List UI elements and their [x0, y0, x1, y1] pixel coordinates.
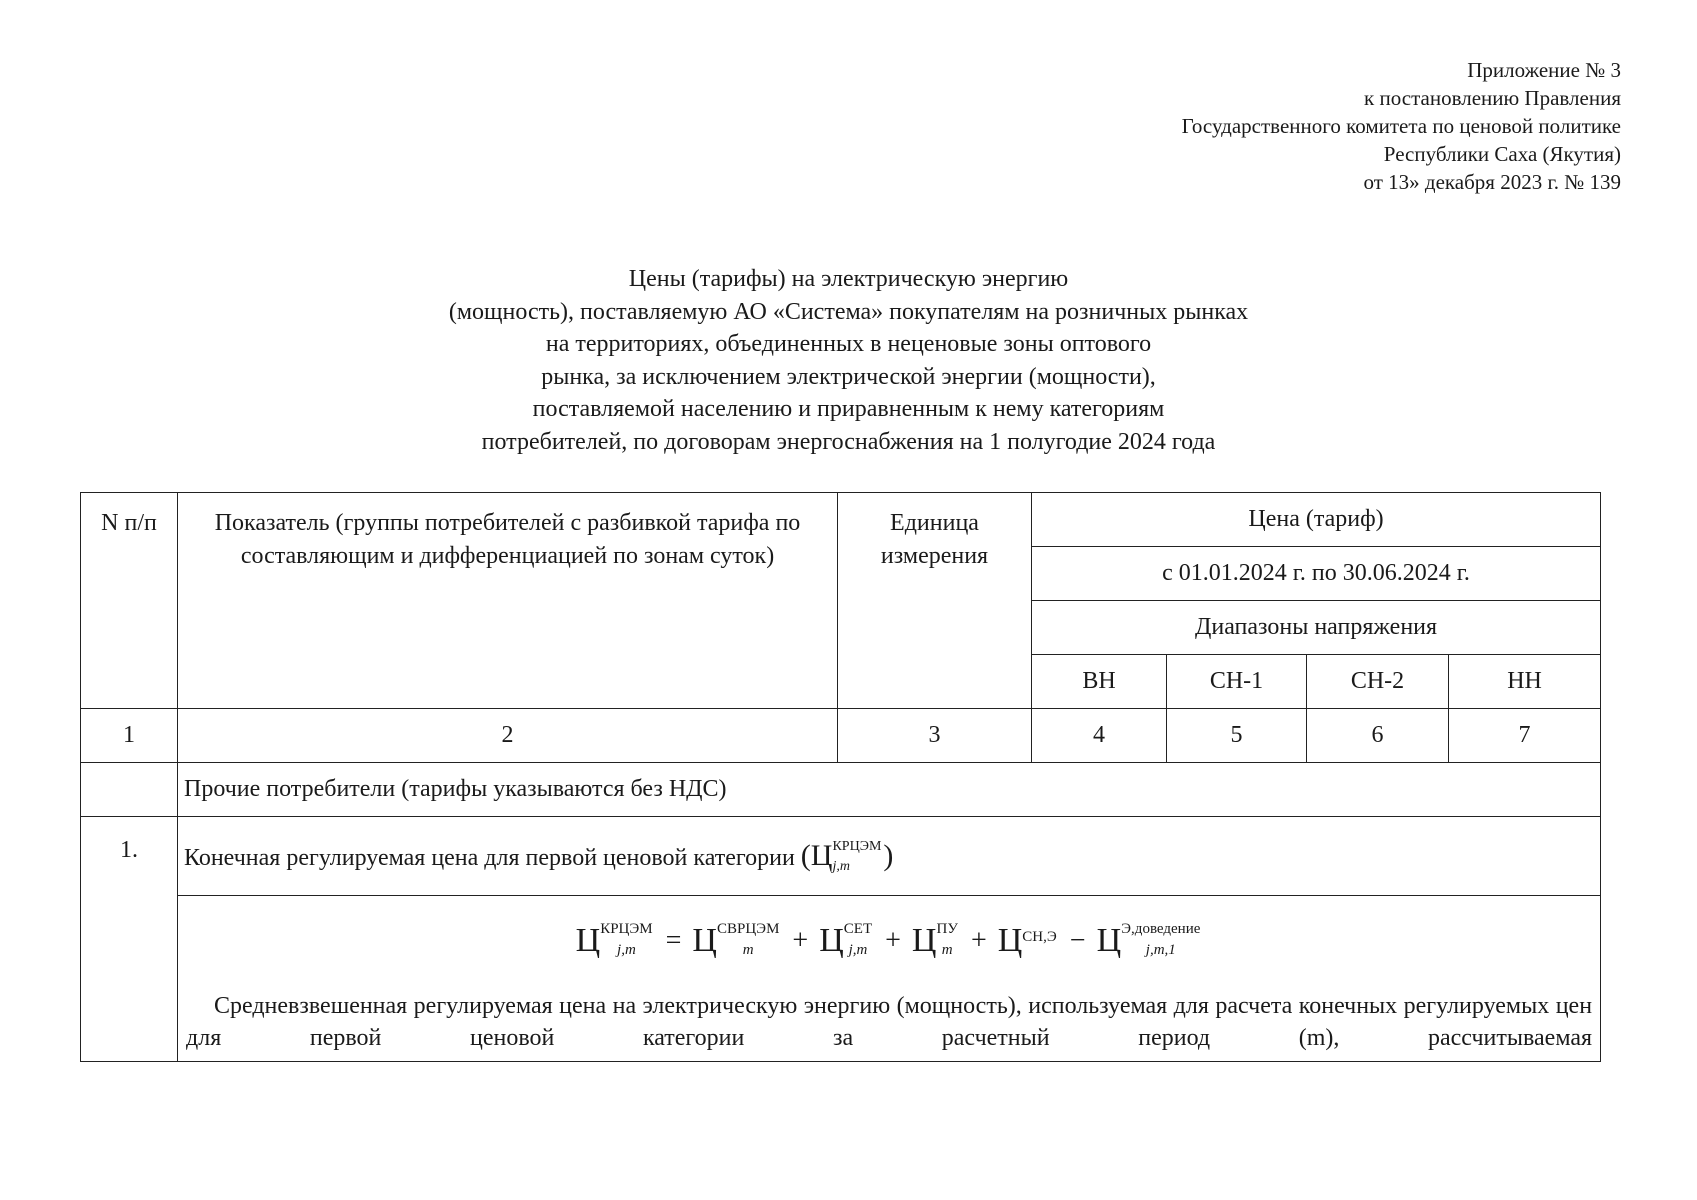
header-voltage-sn2: СН-2 [1307, 655, 1449, 709]
header-price: Цена (тариф) [1032, 493, 1601, 547]
title-line: потребителей, по договорам энергоснабжения на 1 полугодие 2024 года [481, 428, 1216, 455]
section-label: Прочие потребители (тарифы указываются без НДС) [178, 763, 1601, 817]
title-line: поставляемой населению и приравненным к нему категориям [532, 396, 1165, 423]
formula-symbol: Ц [997, 922, 1023, 959]
appendix-line: Республики Саха (Якутия) [1383, 142, 1621, 166]
formula-sup: КРЦЭМ [600, 921, 653, 937]
symbol-subscript: j,m [832, 859, 850, 875]
row-label-text: Конечная регулируемая цена для первой ценовой категории [184, 845, 795, 871]
formula-symbol: Ц [819, 922, 844, 959]
column-number: 6 [1307, 709, 1449, 763]
formula-operator: + [792, 925, 809, 956]
column-number: 7 [1449, 709, 1601, 763]
header-period: с 01.01.2024 г. по 30.06.2024 г. [1032, 547, 1601, 601]
document-title [0, 263, 1697, 459]
formula-sub: j,m [617, 942, 636, 958]
tariff-table [80, 492, 1601, 1062]
row-number: 1. [81, 817, 178, 1062]
title-line: рынка, за исключением электрической энергии (мощности), [541, 363, 1156, 390]
header-voltage-sn1: СН-1 [1167, 655, 1307, 709]
appendix-line: Государственного комитета по ценовой политике [1181, 114, 1621, 138]
formula-sub: j,m,1 [1145, 942, 1176, 958]
formula-sup: СВРЦЭМ [716, 921, 780, 937]
header-voltage-ranges: Диапазоны напряжения [1032, 601, 1601, 655]
formula-symbol: Ц [1096, 922, 1122, 959]
row-label-symbol: (Ц КРЦЭМ j,m ) [800, 839, 894, 875]
column-number: 3 [838, 709, 1032, 763]
column-number: 4 [1032, 709, 1167, 763]
formula-sup: Э,доведение [1121, 921, 1201, 937]
appendix-line: от 13» декабря 2023 г. № 139 [1363, 170, 1621, 194]
row-label [178, 817, 1601, 896]
formula-row [81, 896, 1601, 1062]
formula-sup: СН,Э [1022, 928, 1057, 945]
formula-description-text: Средневзвешенная регулируемая цена на электрическую энергию (мощность), используемая для расчета конечных регулируемых цен для первой ценовой категории за расчетный период (m), рассчитываемая [186, 993, 1593, 1051]
header-voltage-vn: ВН [1032, 655, 1167, 709]
formula-symbol: Ц [911, 922, 937, 959]
title-line: на территориях, объединенных в неценовые зоны оптового [545, 331, 1152, 358]
header-voltage-nn: НН [1449, 655, 1601, 709]
column-number: 1 [81, 709, 178, 763]
formula-sub: m [742, 942, 754, 958]
formula-operator: + [885, 925, 901, 956]
title-line: (мощность), поставляемую АО «Система» покупателям на розничных рынках [448, 298, 1249, 325]
section-row [81, 763, 1601, 817]
price-formula [178, 922, 1600, 960]
title-line: Цены (тарифы) на электрическую энергию [628, 266, 1069, 292]
formula-sub: j,m [848, 942, 868, 958]
symbol-superscript: КРЦЭМ [832, 839, 882, 855]
formula-description [186, 990, 1592, 1054]
table-row [81, 817, 1601, 896]
formula-operator: − [1069, 925, 1086, 956]
formula-symbol: Ц [692, 922, 717, 959]
price-symbol: Ц [810, 839, 833, 872]
header-indicator: Показатель (группы потребителей с разбивкой тарифа по составляющим и дифференциацией по зонам суток) [178, 493, 838, 709]
formula-operator: + [970, 925, 987, 956]
column-number: 2 [178, 709, 838, 763]
column-number: 5 [1167, 709, 1307, 763]
formula-operator: = [665, 925, 682, 956]
appendix-block [1182, 56, 1621, 196]
column-number-row [81, 709, 1601, 763]
section-no-cell [81, 763, 178, 817]
appendix-line: Приложение № 3 [1467, 58, 1621, 82]
formula-sup: СЕТ [843, 921, 873, 937]
appendix-line: к постановлению Правления [1364, 86, 1621, 110]
formula-sup: ПУ [936, 921, 958, 937]
header-no: N п/п [81, 493, 178, 709]
formula-sub: m [941, 942, 953, 958]
formula-cell [178, 896, 1601, 1062]
header-unit: Единица измерения [838, 493, 1032, 709]
formula-symbol: Ц [575, 922, 601, 959]
